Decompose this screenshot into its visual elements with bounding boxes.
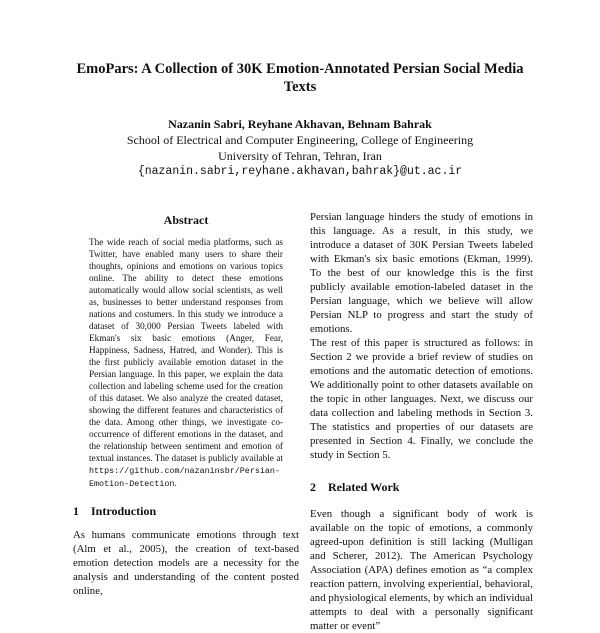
author-emails: {nazanin.sabri,reyhane.akhavan,bahrak}@ut.ac.ir <box>137 165 463 178</box>
abstract-body <box>89 236 283 490</box>
section-1-number: 1 <box>73 504 79 518</box>
affiliation: School of Electrical and Computer Engineering, College of Engineering <box>126 133 474 147</box>
right-column <box>310 210 533 633</box>
abstract-heading: Abstract <box>163 213 209 227</box>
paper-title: EmoPars: A Collection of 30K Emotion-Annotated Persian Social Media Texts <box>76 61 524 95</box>
author-names: Nazanin Sabri, Reyhane Akhavan, Behnam Bahrak <box>168 117 432 131</box>
left-column <box>73 210 299 598</box>
intro-paragraph-1: Persian language hinders the study of emotions in this language. As a result, in this study, we introduce a dataset of 30K Persian Tweets labeled with Ekman's six basic emotions (Ekman, 1999). To the best of our knowledge this is the first publicly available emotion-labeled dataset in the Persian language, which we believe will allow Persian NLP to progress and start the study of emotions. <box>310 211 533 335</box>
section-1-heading <box>73 504 299 519</box>
section-2-text: Even though a significant body of work is available on the topic of emotions, a commonly agreed-upon definition is still lacking (Mulligan and Scherer, 2012). The American Psychology Association (APA) defines emotion as “a complex reaction pattern, involving experiential, behavioral, and physiological elements, by which an individual attempts to deal with a personally significant matter or event” <box>310 508 533 632</box>
section-1-text: As humans communicate emotions through text (Alm et al., 2005), the creation of text-based emotion detection models are a necessity for the analysis and understanding of the content posted online, <box>73 529 299 597</box>
section-1-title: Introduction <box>91 504 157 518</box>
section-2-heading <box>310 480 533 495</box>
section-2-number: 2 <box>310 480 316 494</box>
abstract-end: . <box>174 478 177 488</box>
intro-paragraph-2: The rest of this paper is structured as follows: in Section 2 we provide a brief review of studies on emotions and the automatic detection of emotions. We additionally point to other datasets available on the topic in other languages. Next, we discuss our data collection and labeling methods in Section 3. The statistics and properties of our datasets are presented in Section 4. Finally, we conclude the study in Section 5. <box>310 337 533 461</box>
author-block <box>60 116 540 180</box>
university: University of Tehran, Tehran, Iran <box>218 149 382 163</box>
section-2-title: Related Work <box>328 480 400 494</box>
dataset-url[interactable]: https://github.com/nazaninsbr/Persian-Emotion-Detection <box>89 466 280 489</box>
abstract-text: The wide reach of social media platforms, such as Twitter, have enabled many users to share their thoughts, opinions and emotions on various topics online. The ability to detect these emotions automatically would allow social scientists, as well as, businesses to better understand responses from nations and costumers. In this study we introduce a dataset of 30,000 Persian Tweets labeled with Ekman's six basic emotions (Anger, Fear, Happiness, Sadness, Hatred, and Wonder). This is the first publicly available emotion dataset in the Persian language. In this paper, we explain the data collection and labeling scheme used for the creation of this dataset. We also analyze the created dataset, showing the different features and characteristics of the data. Among other things, we investigate co-occurrence of different emotions in the dataset, and the relationship between sentiment and emotion of textual instances. The dataset is publicly available at <box>89 237 283 463</box>
